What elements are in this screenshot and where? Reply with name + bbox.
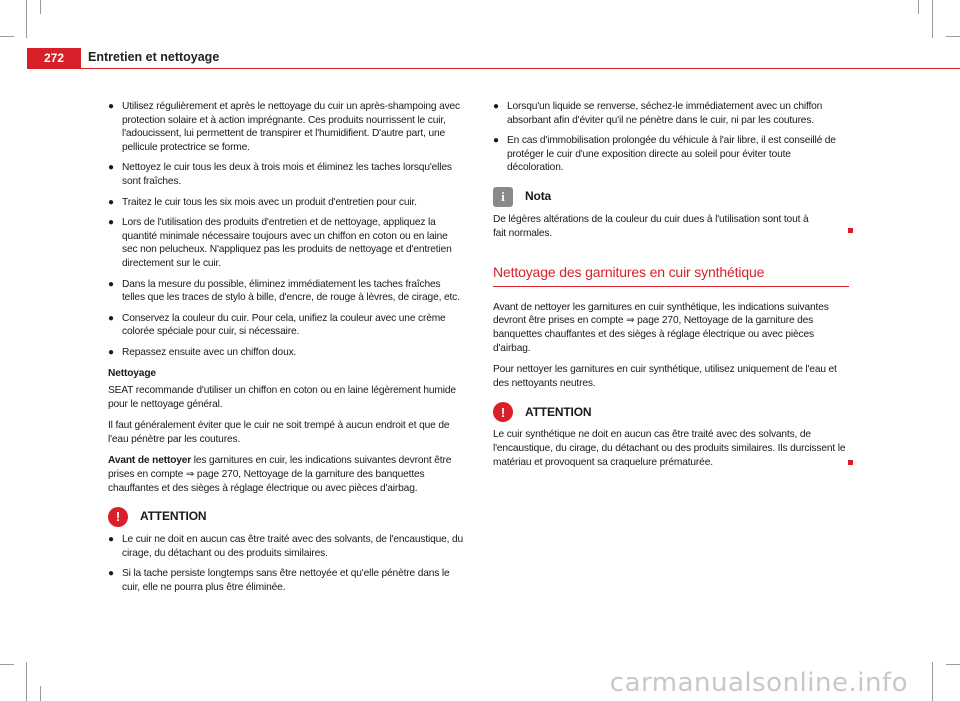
list-item: ● Le cuir ne doit en aucun cas être traité avec des solvants, de l'encaustique, du cirage, du détachant ou des produits similaires.	[108, 534, 464, 559]
watermark: carmanualsonline.info	[609, 668, 908, 698]
avant-paragraph	[108, 454, 464, 495]
list-item: ● Lorsqu'un liquide se renverse, séchez-le immédiatement avec un chiffon absorbant afin d'éviter qu'il ne pénètre dans le cuir, ni par les coutures.	[493, 101, 823, 126]
page-number: 272	[27, 48, 81, 68]
crop-mark	[40, 686, 41, 701]
bullet-icon: ●	[493, 101, 499, 112]
list-item: ● Dans la mesure du possible, éliminez immédiatement les taches fraîches telles que les traces de stylo à bille, d'encre, de rouge à lèvres, de cirage, etc.	[108, 278, 460, 304]
attention-text: Le cuir synthétique ne doit en aucun cas être traité avec des solvants, de l'encaustique, du cirage, du détachant ou des produits similaires. Ils durcissent le matériau et provoquent sa craquelure prématurée.	[493, 429, 846, 468]
bullet-icon: ●	[108, 196, 114, 208]
crop-mark	[0, 36, 14, 37]
bullet-icon: ●	[108, 162, 114, 174]
list-item: ● Si la tache persiste longtemps sans être nettoyée et qu'elle pénètre dans le cuir, elle ne pourra plus être éliminée.	[108, 568, 450, 594]
crop-mark	[932, 662, 933, 701]
nota-heading	[493, 187, 849, 207]
crop-mark	[918, 0, 919, 14]
nettoyage-heading: Nettoyage	[108, 367, 156, 379]
avant-rest: les garnitures en cuir, les indications suivantes devront être prises en compte ⇒ page 270, Nettoyage de la garniture des banquettes chauffantes et des sièges à réglage électrique ou avec pièces d'airbag.	[108, 455, 452, 494]
right-column	[493, 100, 849, 477]
header-divider	[27, 68, 960, 69]
section-paragraph-1: Avant de nettoyer les garnitures en cuir synthétique, les indications suivantes devront être prises en compte ⇒ page 270, Nettoyage de la garniture des banquettes chauffantes et des sièges à réglage électrique ou avec pièces d'airbag.	[493, 301, 829, 354]
bullet-icon: ●	[108, 312, 114, 324]
crop-mark	[26, 0, 27, 38]
section-title: Nettoyage des garnitures en cuir synthétique	[493, 266, 849, 287]
crop-mark	[946, 36, 960, 37]
nettoyage-paragraph-1: SEAT recommande d'utiliser un chiffon en coton ou en laine légèrement humide pour le nettoyage général.	[108, 385, 456, 410]
bullet-icon: ●	[108, 568, 114, 580]
nota-text: De légères altérations de la couleur du cuir dues à l'utilisation sont tout à fait normales.	[493, 213, 809, 239]
warning-icon: !	[493, 402, 513, 422]
end-marker	[848, 460, 853, 465]
bullet-icon: ●	[108, 101, 114, 112]
crop-mark	[0, 664, 14, 665]
avant-strong: Avant de nettoyer	[108, 455, 192, 467]
nettoyage-paragraph-2: Il faut généralement éviter que le cuir ne soit trempé à aucun endroit et que de l'eau pénètre par les coutures.	[108, 420, 450, 445]
info-icon: i	[493, 187, 513, 207]
crop-mark	[26, 662, 27, 701]
bullet-icon: ●	[108, 217, 114, 229]
attention-heading	[108, 507, 464, 527]
crop-mark	[40, 0, 41, 14]
list-item: ● Conservez la couleur du cuir. Pour cela, unifiez la couleur avec une crème colorée spéciale pour cuir, si nécessaire.	[108, 312, 446, 338]
bullet-icon: ●	[493, 135, 499, 147]
attention-title: ATTENTION	[525, 404, 592, 419]
list-item: ● En cas d'immobilisation prolongée du véhicule à l'air libre, il est conseillé de protéger le cuir d'une exposition directe au soleil pour éviter toute décoloration.	[493, 135, 836, 174]
end-marker	[848, 228, 853, 233]
crop-mark	[946, 664, 960, 665]
section-paragraph-2: Pour nettoyer les garnitures en cuir synthétique, utilisez uniquement de l'eau et des nettoyants neutres.	[493, 364, 837, 389]
warning-icon: !	[108, 507, 128, 527]
list-item: ● Nettoyez le cuir tous les deux à trois mois et éliminez les taches lorsqu'elles sont fraîches.	[108, 162, 452, 187]
list-item: ● Utilisez régulièrement et après le nettoyage du cuir un après-shampoing avec protection solaire et à action imprégnante. Ces produits nourrissent le cuir, l'adoucissent, lui permettent de transpirer et l'humidifient. D'autre part, une pellicule protectrice se forme.	[108, 101, 460, 153]
attention-title: ATTENTION	[140, 509, 207, 524]
attention-heading	[493, 402, 849, 422]
page-title: Entretien et nettoyage	[88, 50, 220, 64]
list-item: ● Lors de l'utilisation des produits d'entretien et de nettoyage, appliquez la quantité minimale nécessaire toujours avec un chiffon en coton ou en laine sec non pelucheux. N'appliquez pas les produits de nettoyage et d'entretien directement sur le cuir.	[108, 217, 452, 269]
bullet-icon: ●	[108, 346, 114, 358]
list-item: ● Traitez le cuir tous les six mois avec un produit d'entretien pour cuir.	[108, 196, 417, 208]
crop-mark	[932, 0, 933, 38]
nota-title: Nota	[525, 189, 552, 204]
bullet-icon: ●	[108, 278, 114, 290]
left-column	[108, 100, 464, 602]
bullet-icon: ●	[108, 534, 114, 546]
list-item: ● Repassez ensuite avec un chiffon doux.	[108, 346, 297, 358]
